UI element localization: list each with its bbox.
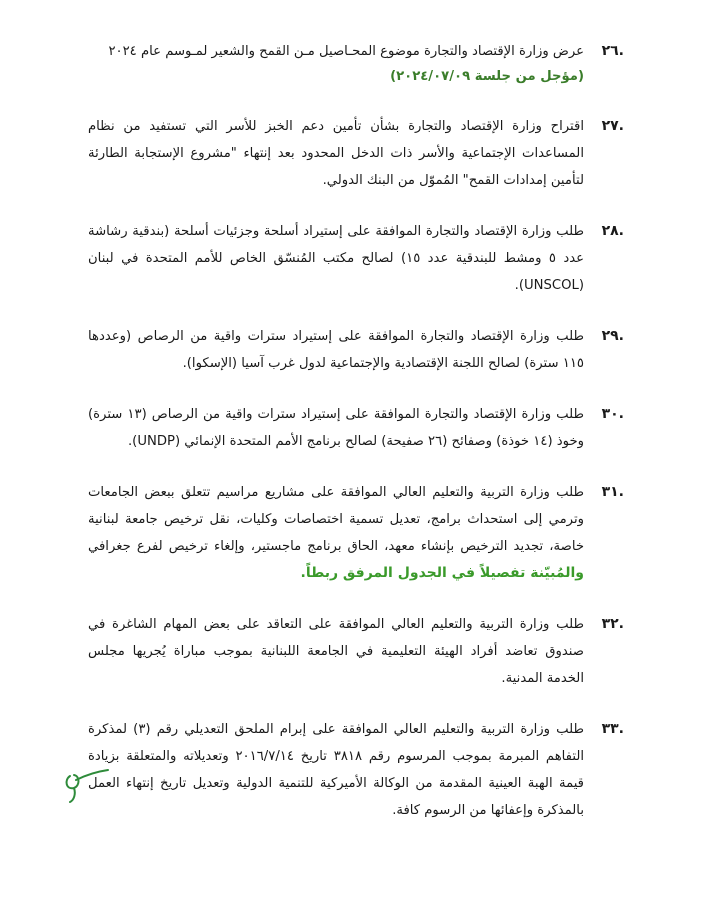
- item-number: .٣٠: [601, 406, 624, 422]
- item-text: طلب وزارة التربية والتعليم العالي الموافقة على إبرام الملحق التعديلي رقم (٣) لمذكرة التفاهم المبرمة بموجب المرسوم رقم ٣٨١٨ تاريخ ٢٠١٦/٧/١٤ وتعديلاته والمتعلقة بزيادة قيمة الهبة العينية المقدمة من الوكالة الأميركية للتنمية الدولية وتعديل تاريخ إنتهاء العمل بالمذكرة وإعفائها من الرسوم كافة.: [88, 722, 584, 818]
- agenda-item-33: [88, 716, 624, 824]
- agenda-item-31: [88, 479, 624, 587]
- item-number: .٢٩: [601, 328, 624, 344]
- item-number: .٢٨: [601, 223, 624, 239]
- item-number: .٢٦: [601, 43, 624, 59]
- item-text: طلب وزارة الإقتصاد والتجارة الموافقة على إستيراد أسلحة وجزئيات أسلحة (بندقية رشاشة عدد ٥ ومشط للبندقية عدد ١٥) لصالح مكتب المُنسّق الخاص للأمم المتحدة في لبنان (UNSCOL).: [88, 224, 585, 293]
- item-number: .٣٢: [601, 616, 624, 632]
- item-number: .٢٧: [601, 118, 624, 134]
- agenda-item-27: [88, 113, 624, 194]
- item-text: عرض وزارة الإقتصاد والتجارة موضوع المحـاصيل مـن القمح والشعير لمـوسم عام ٢٠٢٤: [108, 44, 584, 59]
- agenda-item-26: [88, 38, 624, 89]
- agenda-item-29: [88, 323, 624, 377]
- item-number: .٣١: [601, 484, 624, 500]
- highlighted-text: والمُبيّنة تفصيلاً في الجدول المرفق ربطاً.: [300, 565, 584, 581]
- item-text: اقتراح وزارة الإقتصاد والتجارة بشأن تأمين دعم الخبز للأسر التي تستفيد من نظام المساعدات الإجتماعية والأسر ذات الدخل المحدود بعد إنتهاء "مشروع الإستجابة الطارئة لتأمين إمدادات القمح" المُموّل من البنك الدولي.: [88, 119, 584, 188]
- item-text: طلب وزارة الإقتصاد والتجارة الموافقة على إستيراد سترات واقية من الرصاص (وعددها ١١٥ سترة) لصالح اللجنة الإقتصادية والإجتماعية لدول غرب آسيا (الإسكوا).: [88, 329, 584, 371]
- item-text: طلب وزارة الإقتصاد والتجارة الموافقة على إستيراد سترات واقية من الرصاص (١٣ سترة) وخوذ (١٤ خوذة) وصفائح (٢٦ صفيحة) لصالح برنامج الأمم المتحدة الإنمائي (UNDP).: [88, 407, 584, 449]
- agenda-item-28: [88, 218, 624, 299]
- postponed-note: (مؤجل من جلسة ٢٠٢٤/٠٧/٠٩): [390, 69, 584, 84]
- item-text: طلب وزارة التربية والتعليم العالي الموافقة على مشاريع مراسيم تتعلق ببعض الجامعات وترمي إلى استحداث برامج، تعديل تسمية اختصاصات وكليات، نقل ترخيص جامعة لبنانية خاصة، تجديد الترخيص بإنشاء معهد، الحاق برنامج ماجستير، وإلغاء ترخيص لفرع جغرافي: [88, 485, 584, 554]
- item-text: طلب وزارة التربية والتعليم العالي الموافقة على التعاقد على بعض المهام الشاغرة في صندوق تعاضد أفراد الهيئة التعليمية في الجامعة اللبنانية بموجب مباراة يُجريها مجلس الخدمة المدنية.: [88, 617, 584, 686]
- item-body: [88, 38, 584, 89]
- item-number: .٣٣: [601, 721, 624, 737]
- agenda-item-30: [88, 401, 624, 455]
- item-body: [88, 479, 584, 587]
- handwritten-signature-icon: [60, 762, 116, 804]
- agenda-item-32: [88, 611, 624, 692]
